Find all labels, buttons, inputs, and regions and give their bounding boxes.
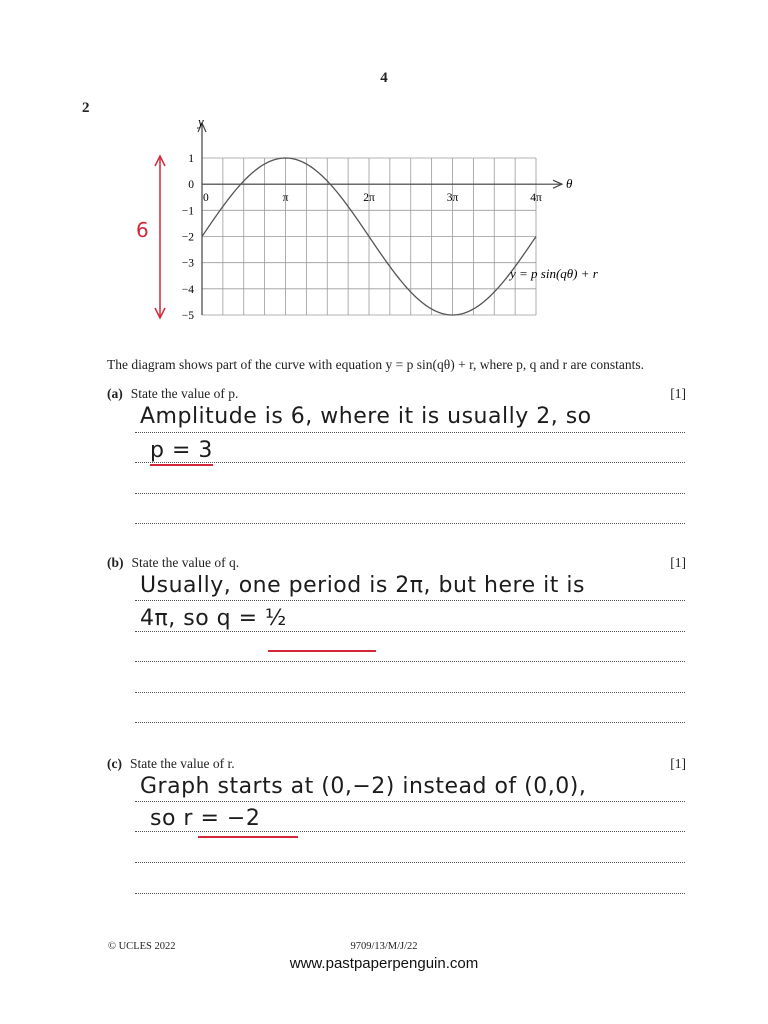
answer-line[interactable] bbox=[135, 722, 685, 723]
answer-line[interactable] bbox=[135, 661, 685, 662]
question-statement: The diagram shows part of the curve with equation y = p sin(qθ) + r, where p, q and r are constants. bbox=[107, 357, 645, 372]
answer-line[interactable] bbox=[135, 432, 685, 433]
answer-b-line1: Usually, one period is 2π, but here it is bbox=[140, 573, 585, 598]
x-tick-label: 2π bbox=[363, 192, 375, 205]
answer-b-line2: 4π, so q = ½ bbox=[140, 606, 287, 631]
answer-c-line2: so r = −2 bbox=[150, 806, 261, 831]
x-tick-label: 4π bbox=[530, 192, 542, 205]
sine-graph bbox=[100, 110, 620, 330]
answer-c-underline bbox=[198, 836, 298, 838]
copyright-text: © UCLES 2022 bbox=[108, 941, 176, 952]
answer-c-line1: Graph starts at (0,−2) instead of (0,0), bbox=[140, 774, 587, 799]
part-a-marks: [1] bbox=[670, 386, 686, 401]
graph-axes bbox=[198, 123, 562, 315]
answer-line[interactable] bbox=[135, 862, 685, 863]
answer-a-line1: Amplitude is 6, where it is usually 2, so bbox=[140, 404, 592, 429]
answer-line[interactable] bbox=[135, 462, 685, 463]
y-tick-label: −3 bbox=[181, 257, 194, 270]
answer-line[interactable] bbox=[135, 631, 685, 632]
answer-line[interactable] bbox=[135, 801, 685, 802]
part-b-prompt: (b) State the value of q. bbox=[107, 555, 240, 570]
answer-b-underline bbox=[268, 650, 376, 652]
part-c-marks: [1] bbox=[670, 756, 686, 771]
paper-code: 9709/13/M/J/22 bbox=[350, 941, 418, 952]
page-number: 4 bbox=[380, 70, 388, 86]
y-tick-label: −2 bbox=[181, 231, 194, 244]
y-tick-label: −1 bbox=[181, 205, 194, 218]
answer-line[interactable] bbox=[135, 523, 685, 524]
amplitude-label: 6 bbox=[136, 218, 149, 242]
question-number: 2 bbox=[82, 100, 90, 116]
amplitude-annotation bbox=[136, 156, 165, 318]
y-axis-label: y bbox=[198, 114, 204, 129]
part-c-prompt: (c) State the value of r. bbox=[107, 756, 235, 771]
part-b-marks: [1] bbox=[670, 555, 686, 570]
y-tick-label: −4 bbox=[181, 283, 194, 296]
answer-line[interactable] bbox=[135, 493, 685, 494]
answer-line[interactable] bbox=[135, 893, 685, 894]
x-tick-label: 3π bbox=[446, 192, 459, 205]
x-axis-label: θ bbox=[566, 176, 573, 191]
answer-line[interactable] bbox=[135, 692, 685, 693]
x-tick-label: 0 bbox=[203, 192, 209, 205]
y-tick-label: 0 bbox=[188, 179, 194, 192]
part-a-prompt: (a) State the value of p. bbox=[107, 386, 239, 401]
answer-line[interactable] bbox=[135, 600, 685, 601]
y-tick-label: 1 bbox=[188, 153, 194, 165]
answer-a-line2: p = 3 bbox=[150, 438, 213, 466]
curve-label: y = p sin(qθ) + r bbox=[510, 266, 598, 281]
x-tick-label: π bbox=[282, 192, 289, 205]
answer-line[interactable] bbox=[135, 831, 685, 832]
website-url[interactable]: www.pastpaperpenguin.com bbox=[289, 955, 479, 972]
y-tick-label: −5 bbox=[181, 310, 194, 322]
